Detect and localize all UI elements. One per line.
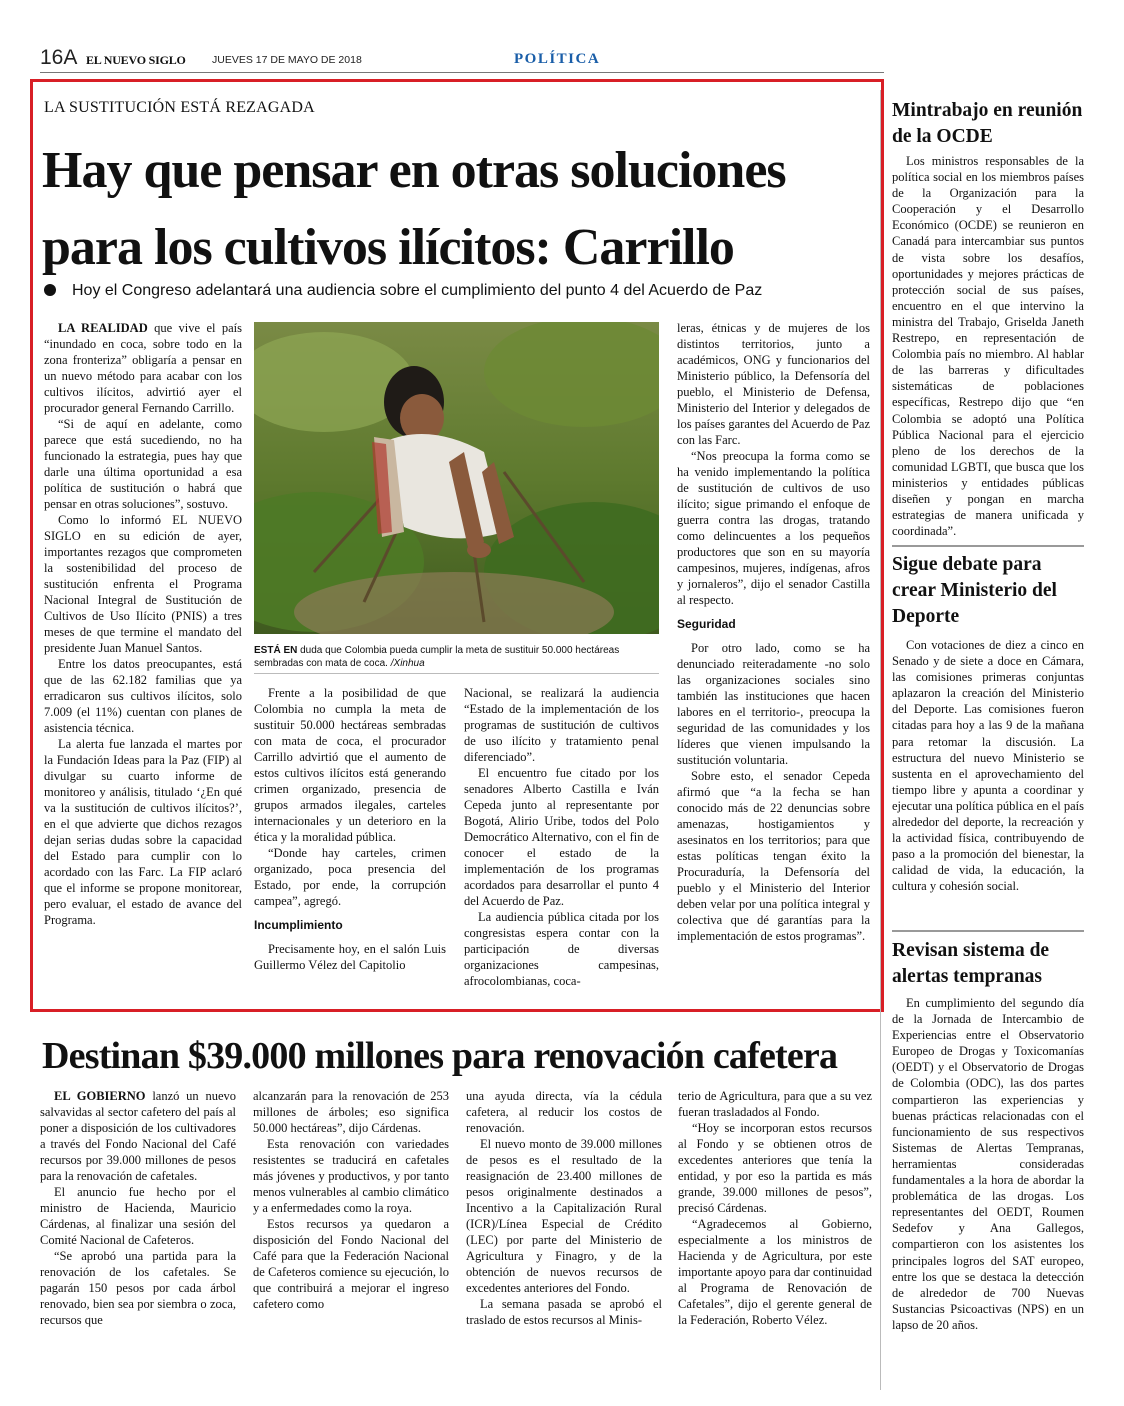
sidebar-story-2 (892, 637, 1084, 895)
paragraph: La audiencia pública citada por los congresistas espera contar con la participación de diversas organizaciones campesinas, afrocolombianas, coca- (464, 910, 659, 988)
second-col-4 (678, 1088, 872, 1328)
paragraph: terio de Agricultura, para que a su vez fueran trasladados al Fondo. (678, 1089, 872, 1119)
story-kicker: LA SUSTITUCIÓN ESTÁ REZAGADA (44, 99, 315, 116)
sidebar-headline-2: Sigue debate para crear Ministerio del Deporte (892, 554, 1057, 627)
story-deck (44, 281, 874, 301)
paragraph: “Hoy se incorporan estos recursos al Fondo y se obtienen otros de excedentes anteriores que tenía la entidad, y por eso la partida es más grande, 39.000 millones de pesos”, precisó Cárdenas. (678, 1121, 872, 1215)
lead-in: LA REALIDAD (58, 321, 148, 335)
story-photo (254, 322, 659, 634)
main-col-4 (677, 320, 870, 944)
sidebar-headline-1: Mintrabajo en reunión de la OCDE (892, 100, 1083, 147)
paragraph: “Donde hay carteles, crimen organizado, poca presencia del Estado, por ende, la corrupción campea”, agregó. (254, 846, 446, 908)
newspaper-name: EL NUEVO SIGLO (86, 53, 186, 67)
paragraph: La alerta fue lanzada el martes por la Fundación Ideas para la Paz (FIP) al divulgar su cuarto informe de monitoreo y análisis, titulado ‘¿En qué va la sustitución de cultivos ilícitos?’, en el que advierte que dichos rezagos dejan serias dudas sobre la capacidad del Estado para cumplir con lo acordado con las Farc. La FIP aclaró que el informe se propone monitorear, pero evaluar, el estado de avance del Programa. (44, 737, 242, 927)
main-col-3 (464, 685, 659, 989)
caption-lead: ESTÁ EN (254, 645, 298, 656)
lead-in: EL GOBIERNO (54, 1089, 146, 1103)
paragraph: una ayuda directa, vía la cédula cafetera, al reducir los costos de renovación. (466, 1089, 662, 1135)
bullet-icon (44, 284, 56, 296)
sidebar-headline-3: Revisan sistema de alertas tempranas (892, 940, 1050, 987)
sidebar-separator (892, 545, 1084, 547)
second-col-1 (40, 1088, 236, 1328)
paragraph: Sobre esto, el senador Cepeda afirmó que “a la fecha se han conocido más de 22 denuncias sobre amenazas, hostigamientos y asesinatos en los territorios; para que estas políticas tengan éxito la Procuraduría, la Defensoría del pueblo y el Ministerio del Interior deben velar por una política integral y colectiva que dé garantías para la implementación de estos programas”. (677, 769, 870, 943)
subhead-incumplimiento: Incumplimiento (254, 918, 343, 932)
subhead-seguridad: Seguridad (677, 617, 736, 631)
photo-credit: /Xinhua (390, 658, 425, 669)
second-col-3 (466, 1088, 662, 1328)
paragraph: Esta renovación con variedades resistentes se traducirá en cafetales más jóvenes y productivos, y por tanto menos vulnerables al cambio climático y a enfermedades como la roya. (253, 1137, 449, 1215)
second-headline: Destinan $39.000 millones para renovación cafetera (42, 1035, 838, 1077)
page-folio (40, 46, 880, 72)
issue-date: JUEVES 17 DE MAYO DE 2018 (212, 54, 362, 66)
paragraph: leras, étnicas y de mujeres de los distintos territorios, junto a académicos, ONG y funcionarios del Ministerio público, la Defensoría del pueblo, el Ministerio de Defensa, Ministerio del Interior y delegados de los países garantes del Acuerdo de Paz con las Farc. (677, 321, 870, 447)
paragraph: Estos recursos ya quedaron a disposición del Fondo Nacional del Café para que la Federación Nacional de Cafeteros comience su ejecución, lo que contribuirá a mejorar el ingreso cafetero como (253, 1217, 449, 1311)
paragraph: Como lo informó EL NUEVO SIGLO en su edición de ayer, importantes rezagos que comprometen la sostenibilidad del proceso de sustitución enfrenta el Programa Nacional Integral de Sustitución de Cultivos de Uso Ilícito (PNIS) a tres meses de que termine el mandato del presidente Juan Manuel Santos. (44, 513, 242, 655)
paragraph: “Se aprobó una partida para la renovación de los cafetales. Se pagarán 150 pesos por cada árbol renovado, bien sea por siembra o zoca, recursos que (40, 1249, 236, 1327)
paragraph: El encuentro fue citado por los senadores Alberto Castilla e Iván Cepeda junto al representante por Bogotá, Alirio Uribe, todos del Polo Democrático Alternativo, con el fin de conocer el estado de la implementación de los programas acordados para desarrollar el punto 4 del Acuerdo de Paz. (464, 766, 659, 908)
main-headline: Hay que pensar en otras soluciones para los cultivos ilícitos: Carrillo (42, 142, 786, 276)
paragraph: El anuncio fue hecho por el ministro de Hacienda, Mauricio Cárdenas, al finalizar una sesión del Comité Nacional de Cafeteros. (40, 1185, 236, 1247)
paragraph: El nuevo monto de 39.000 millones de pesos es el resultado de la reasignación de 23.400 millones de pesos originalmente destinados a Incentivo a la Capitalización Rural (ICR)/Línea Especial de Crédito (LEC) por parte del Ministerio de Agricultura y Finagro, y de la obtención de nuevos recursos de excedentes anteriores del Fondo. (466, 1137, 662, 1295)
deck-text: Hoy el Congreso adelantará una audiencia sobre el cumplimiento del punto 4 del Acuerdo de Paz (72, 282, 763, 299)
paragraph: Precisamente hoy, en el salón Luis Guillermo Vélez del Capitolio (254, 942, 446, 972)
section-name: POLÍTICA (514, 51, 601, 67)
paragraph: Nacional, se realizará la audiencia “Estado de la implementación de los programas de sustitución de cultivos de uso ilícito y tratamiento penal diferenciado”. (464, 686, 659, 764)
photo-caption: ESTÁ EN duda que Colombia pueda cumplir la meta de sustituir 50.000 hectáreas sembradas con mata de coca. /Xinhua (254, 645, 620, 669)
paragraph: Por otro lado, como se ha denunciado reiteradamente -no solo las organizaciones sociales sino también las instituciones que hacen labores en el territorio-, preocupa la seguridad de las comunidades y los líderes que vienen impulsando la sustitución voluntaria. (677, 641, 870, 767)
paragraph: “Si de aquí en adelante, como parece que está sucediendo, no ha funcionado la estrategia, pues hay que darle una última oportunidad a esa política de sustitución o habrá que pensar en otras soluciones”, sostuvo. (44, 417, 242, 511)
paragraph: alcanzarán para la renovación de 253 millones de árboles; eso significa 50.000 hectáreas”, dijo Cárdenas. (253, 1089, 449, 1135)
paragraph: “Agradecemos al Gobierno, especialmente a los ministros de Hacienda y de Agricultura, por este importante apoyo para dar continuidad al Programa de Renovación de Cafetales”, dijo el gerente general de la Federación, Roberto Vélez. (678, 1217, 872, 1327)
paragraph: Frente a la posibilidad de que Colombia no cumpla la meta de sustituir 50.000 hectáreas sembradas con mata de coca, el procurador Carrillo advirtió que el aumento de estos cultivos ilícitos está generando crimen organizado, presencia de grupos armados ilegales, carteles internacionales y un deterioro en la ética y la moralidad pública. (254, 686, 446, 844)
paragraph: Entre los datos preocupantes, está que de las 62.182 familias que ya erradicaron sus cultivos ilícitos, solo 7.009 (el 11%) cuentan con planes de asistencia técnica. (44, 657, 242, 735)
main-col-2 (254, 685, 446, 973)
paragraph: Con votaciones de diez a cinco en Senado y de siete a doce en Cámara, las comisiones primeras conjuntas aplazaron la creación del Ministerio del Deporte. Las comisiones fueron citadas para hoy a las 9 de la mañana para retomar la discusión. La estructura del nuevo Ministerio se sustenta en el aprovechamiento del tiempo libre y apunta a coordinar y ejecutar una política pública en el país alrededor del deporte, la recreación y la actividad física, contribuyendo de paso a la promoción del bienestar, la calidad de vida, la educación, la cultura y cohesión social. (892, 638, 1084, 894)
paragraph: La semana pasada se aprobó el traslado de estos recursos al Minis- (466, 1297, 662, 1327)
paragraph: En cumplimiento del segundo día de la Jornada de Intercambio de Experiencias entre el Observatorio Europeo de Drogas y Toxicomanías (OEDT) y el Observatorio de Drogas de Colombia (ODC), las dos partes compartieron las experiencias y buenas prácticas relacionadas con el funcionamiento de sus respectivos Sistemas de Alertas Tempranas, herramientas consideradas fundamentales a la hora de abordar la problemática de las drogas. Los representantes del OEDT, Roumen Sedefov y Ana Gallegos, compartieron con los asistentes los principales logros del SAT europeo, entre los que se destaca la detección de alrededor de 700 Nuevas Sustancias Psicoactivas (NPS) en un lapso de 20 años. (892, 996, 1084, 1332)
page-number: 16A (40, 46, 78, 69)
main-col-1 (44, 320, 242, 928)
sidebar-divider (880, 90, 881, 1390)
sidebar-story-3 (892, 995, 1084, 1333)
paragraph: “Nos preocupa la forma como se ha venido implementando la política de sustitución de cultivos de uso ilícito; sigue primando el enfoque de guerra contra las drogas, tratando como delincuentes a los pequeños productores que son en su mayoría campesinos, mujeres, indígenas, afros y jornaleros”, dijo el senador Castilla al respecto. (677, 449, 870, 607)
coca-farmer-photo (254, 322, 659, 634)
folio-divider (40, 72, 884, 73)
paragraph: EL GOBIERNO lanzó un nuevo salvavidas al sector cafetero del país al poner a disposición de los cultivadores a través del Fondo Nacional del Café recursos por 39.000 millones de pesos para la renovación de cafetales. (40, 1089, 236, 1183)
second-col-2 (253, 1088, 449, 1312)
paragraph: LA REALIDAD que vive el país “inundado en coca, sobre todo en la zona fronteriza” obligaría a pensar en un nuevo método para acabar con los cultivos ilícitos, advirtió ayer el procurador general Fernando Carrillo. (44, 321, 242, 415)
sidebar-separator (892, 930, 1084, 932)
sidebar-story-1 (892, 153, 1084, 539)
paragraph: Los ministros responsables de la política social en los miembros países de la Organización para la Cooperación y el Desarrollo Económico (OCDE) se reunieron en Canadá para intercambiar sus puntos de vista sobre los desafíos, oportunidades y mejores prácticas de protección social de sus países, encuentro en el que intervino la ministra del Trabajo, Griselda Janeth Restrepo, en representación de Colombia país no miembro. Al hablar de las barreras y dificultades sistemáticas de poblaciones específicas, Restrepo dijo que “en Colombia se adoptó una Política Pública Nacional para el ejercicio pleno de los derechos de la comunidad LGBTI, que busca que los ministerios y entidades públicas diseñen y pongan en marcha estrategias de manera unificada y coordinada”. (892, 154, 1084, 539)
caption-divider (254, 673, 659, 674)
